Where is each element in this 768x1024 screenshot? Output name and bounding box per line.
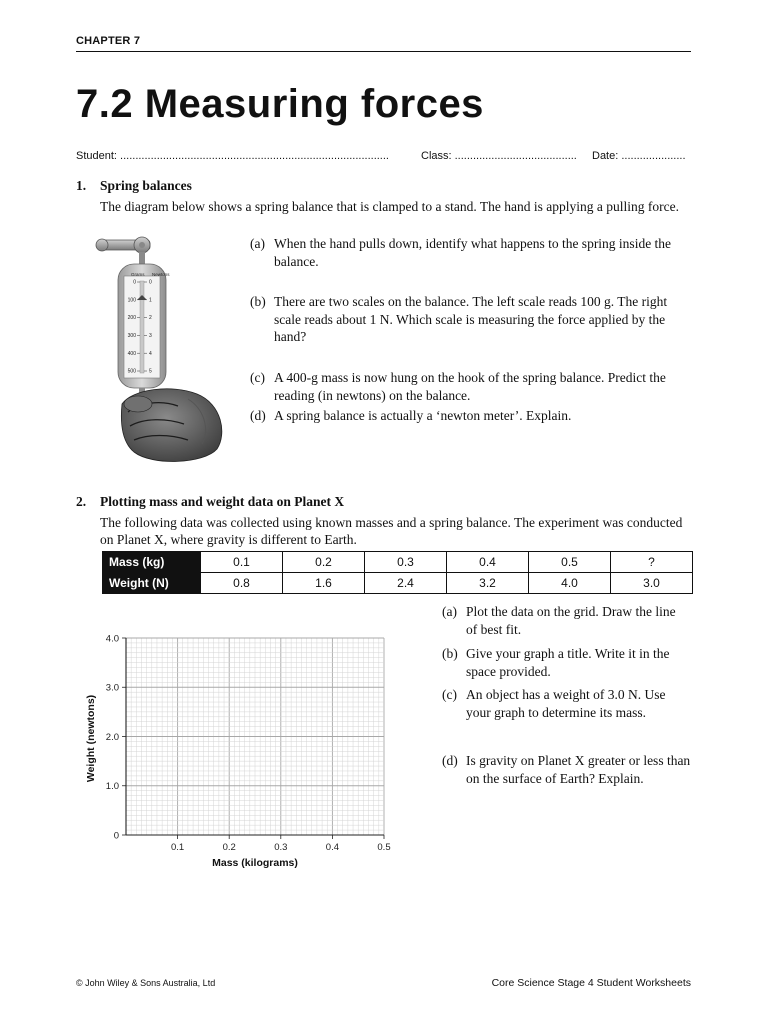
date-field[interactable]: Date: ..................... [592,150,686,162]
scale-tick-label-grams: 200 [127,315,136,322]
y-tick-label: 4.0 [105,633,119,645]
scale-tick-label-newtons: 0 [149,279,152,286]
scale-slot [140,281,144,373]
s1-question-c-label: (c) [250,370,265,385]
table-row-mass [103,552,693,573]
section1-title: Spring balances [100,178,192,193]
scale-left-title: Grams [131,272,145,277]
spring-balance-diagram [92,234,232,464]
table-cell: 1.6 [283,573,365,594]
table-header-weight: Weight (N) [103,573,201,594]
section2-number: 2. [76,494,87,509]
s2-question-c [442,686,692,721]
student-field[interactable]: Student: ........................................................................................ [76,150,389,162]
s2-question-b-text: Give your graph a title. Write it in the space provided. [466,646,670,679]
section2-title: Plotting mass and weight data on Planet X [100,494,345,509]
scale-tick-label-grams: 500 [127,368,136,375]
x-tick-label: 0.3 [274,842,288,853]
x-tick-labels [171,835,391,853]
s1-question-c-text: A 400-g mass is now hung on the hook of the spring balance. Predict the reading (in newtons) on the balance. [274,370,666,403]
table-cell: 0.4 [447,552,529,573]
scale-tick-label-newtons: 5 [149,368,152,375]
hanger-rod [139,252,145,264]
y-tick-label: 1.0 [105,781,119,793]
s1-question-d-text: A spring balance is actually a ‘newton meter’. Explain. [274,408,572,423]
scale-tick-label-newtons: 4 [149,350,152,357]
y-tick-label: 3.0 [105,682,119,694]
section2-heading [76,494,344,510]
section2-intro: The following data was collected using known masses and a spring balance. The experiment was conducted on Planet X, where gravity is different to Earth. [100,515,683,547]
data-table [102,551,693,594]
s1-question-c [250,369,675,404]
s1-question-a-text: When the hand pulls down, identify what happens to the spring inside the balance. [274,236,672,269]
clamp-icon [96,237,150,253]
s2-question-d [442,752,692,787]
y-tick-label: 0 [113,830,119,842]
s1-question-d-label: (d) [250,408,266,423]
s1-question-a-label: (a) [250,236,265,251]
s2-question-a-label: (a) [442,604,457,619]
scale-tick-label-newtons: 2 [149,315,152,322]
s2-question-b [442,645,682,680]
scale-tick-label-grams: 400 [127,350,136,357]
y-tick-labels [106,633,126,841]
table-header-mass: Mass (kg) [103,552,201,573]
s1-question-b-label: (b) [250,294,266,309]
table-cell: ? [611,552,693,573]
scale-tick-label-grams: 0 [133,279,136,286]
s2-question-c-label: (c) [442,687,457,702]
hand-icon [121,389,222,462]
s1-question-a [250,235,675,270]
x-tick-label: 0.2 [222,842,236,853]
footer-series-title: Core Science Stage 4 Student Worksheets [491,977,691,989]
s2-question-a-text: Plot the data on the grid. Draw the line of best fit. [466,604,676,637]
table-row-weight [103,573,693,594]
s1-question-d [250,407,675,425]
scale-tick-label-newtons: 3 [149,333,152,339]
scale-right-title: Newtons [152,272,170,277]
table-cell: 0.3 [365,552,447,573]
class-field[interactable]: Class: ........................................ [421,150,577,162]
table-cell: 0.1 [201,552,283,573]
section1-number: 1. [76,178,87,193]
table-cell: 0.2 [283,552,365,573]
header-rule [76,51,691,52]
table-cell: 3.2 [447,573,529,594]
footer-copyright: © John Wiley & Sons Australia, Ltd [76,978,216,988]
s2-question-d-label: (d) [442,753,458,768]
chapter-label: CHAPTER 7 [76,35,141,47]
scale-tick-label-grams: 100 [127,297,136,304]
x-axis-label: Mass (kilograms) [212,857,298,869]
y-tick-label: 2.0 [105,731,119,743]
x-tick-label: 0.5 [377,842,391,853]
section1-heading [76,178,192,194]
table-cell: 2.4 [365,573,447,594]
s2-question-a [442,603,682,638]
s2-question-d-text: Is gravity on Planet X greater or less than on the surface of Earth? Explain. [466,753,691,786]
scale-tick-label-grams: 300 [127,333,136,339]
page-title: 7.2 Measuring forces [76,82,484,126]
s1-question-b [250,293,675,346]
table-cell: 4.0 [529,573,611,594]
s2-question-b-label: (b) [442,646,458,661]
y-axis-label: Weight (newtons) [85,694,97,783]
table-cell: 0.5 [529,552,611,573]
scale-tick-label-newtons: 1 [149,297,152,304]
weight-mass-graph[interactable] [80,628,400,873]
graph-grid [126,638,384,835]
x-tick-label: 0.1 [170,842,185,853]
section1-intro: The diagram below shows a spring balance that is clamped to a stand. The hand is applying a pulling force. [100,199,679,214]
x-tick-label: 0.4 [325,842,340,853]
table-cell: 0.8 [201,573,283,594]
table-cell: 3.0 [611,573,693,594]
s1-question-b-text: There are two scales on the balance. The left scale reads 100 g. The right scale reads about 1 N. Which scale is measuring the force applied by the hand? [274,294,668,344]
s2-question-c-text: An object has a weight of 3.0 N. Use your graph to determine its mass. [466,687,666,720]
